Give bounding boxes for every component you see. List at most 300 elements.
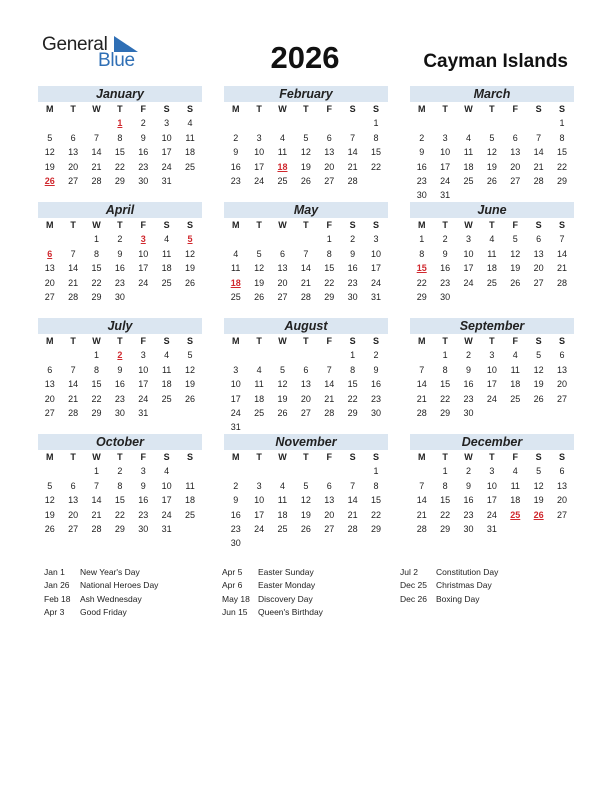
- day-cell: 16: [114, 263, 125, 274]
- day-cell: 3: [256, 132, 262, 143]
- day-cell: 13: [68, 495, 79, 506]
- day-cell: 12: [533, 480, 544, 491]
- day-cell: 11: [277, 495, 288, 506]
- empty-day-cell: [527, 188, 550, 202]
- weekday-label: W: [464, 336, 473, 346]
- day-cell: 27: [300, 407, 311, 418]
- weekday-label: M: [231, 104, 240, 114]
- day-cell: 31: [371, 291, 382, 302]
- day-cell: 17: [161, 495, 172, 506]
- day-cell: 10: [138, 248, 149, 259]
- day-cell: 25: [486, 277, 497, 288]
- week-row: [410, 131, 574, 145]
- day-cell: 5: [536, 466, 542, 477]
- weekday-label: F: [512, 336, 518, 346]
- day-cell: 27: [557, 509, 568, 520]
- day-cell: 15: [416, 263, 427, 274]
- weekday-label: S: [559, 220, 566, 230]
- day-cell: 24: [230, 407, 241, 418]
- week-row: [38, 493, 202, 507]
- day-cell: 15: [371, 147, 382, 158]
- day-cell: 23: [463, 509, 474, 520]
- day-cell: 9: [140, 132, 146, 143]
- weekday-header-row: [38, 334, 202, 348]
- day-cell: 7: [70, 248, 76, 259]
- weekday-label: T: [303, 452, 309, 462]
- day-cell: 11: [185, 132, 195, 143]
- day-cell: 31: [230, 422, 241, 433]
- weekday-label: W: [464, 104, 473, 114]
- day-cell: 9: [233, 147, 239, 158]
- day-cell: 24: [486, 509, 497, 520]
- day-cell: 10: [138, 364, 149, 375]
- day-cell: 6: [47, 364, 53, 375]
- week-row: [38, 377, 202, 391]
- month-header: December: [410, 434, 574, 450]
- weekday-header-row: [38, 102, 202, 116]
- day-cell: 28: [557, 277, 568, 288]
- holiday-name: Queen's Birthday: [258, 607, 323, 618]
- day-cell: 4: [512, 466, 518, 477]
- weekday-header-row: [410, 218, 574, 232]
- day-cell: 25: [161, 277, 172, 288]
- day-cell: 10: [230, 379, 241, 390]
- day-cell: 7: [303, 248, 309, 259]
- day-cell: 7: [559, 234, 565, 245]
- weekday-header-row: [410, 450, 574, 464]
- day-cell: 1: [326, 234, 332, 245]
- week-row: [410, 174, 574, 188]
- day-cell: 27: [44, 291, 55, 302]
- weekday-label: T: [117, 452, 123, 462]
- weekday-header-row: [38, 218, 202, 232]
- day-cell: 22: [347, 393, 358, 404]
- weekday-label: T: [489, 452, 495, 462]
- week-row: [224, 508, 388, 522]
- day-cell: 26: [533, 509, 544, 520]
- day-cell: 30: [114, 407, 125, 418]
- weekday-label: W: [92, 220, 101, 230]
- day-cell: 4: [233, 248, 239, 259]
- day-cell: 9: [373, 364, 379, 375]
- day-cell: 20: [68, 161, 79, 172]
- day-cell: 8: [117, 480, 123, 491]
- day-cell: 23: [138, 509, 149, 520]
- holiday-date: Feb 18: [44, 593, 71, 604]
- day-cell: 22: [416, 277, 427, 288]
- day-cell: 31: [161, 523, 172, 534]
- empty-day-cell: [224, 348, 247, 362]
- day-cell: 24: [440, 175, 451, 186]
- day-cell: 20: [44, 393, 55, 404]
- day-cell: 27: [557, 393, 568, 404]
- day-cell: 13: [557, 364, 568, 375]
- holiday-column: [400, 566, 498, 606]
- day-cell: 25: [185, 509, 196, 520]
- day-cell: 5: [187, 234, 193, 245]
- empty-day-cell: [550, 188, 573, 202]
- weekday-header-row: [224, 218, 388, 232]
- day-cell: 21: [91, 161, 102, 172]
- empty-day-cell: [294, 420, 317, 434]
- weekday-label: T: [256, 452, 262, 462]
- day-cell: 30: [347, 291, 358, 302]
- day-cell: 29: [347, 407, 358, 418]
- day-cell: 17: [230, 393, 241, 404]
- day-cell: 2: [442, 234, 448, 245]
- empty-day-cell: [504, 290, 527, 304]
- empty-day-cell: [550, 522, 573, 536]
- day-cell: 22: [114, 509, 125, 520]
- day-cell: 24: [371, 277, 382, 288]
- day-cell: 6: [47, 248, 53, 259]
- day-cell: 28: [68, 407, 79, 418]
- day-cell: 13: [44, 263, 55, 274]
- day-cell: 1: [442, 350, 448, 361]
- day-cell: 30: [138, 523, 149, 534]
- day-cell: 16: [138, 147, 149, 158]
- empty-day-cell: [61, 116, 84, 130]
- weekday-label: M: [417, 220, 426, 230]
- day-cell: 18: [463, 161, 474, 172]
- empty-day-cell: [38, 232, 61, 246]
- month-header: January: [38, 86, 202, 102]
- day-cell: 9: [117, 248, 123, 259]
- logo-text-blue: Blue: [98, 50, 135, 71]
- month-header: August: [224, 318, 388, 334]
- weekday-label: S: [187, 104, 194, 114]
- day-cell: 18: [277, 509, 288, 520]
- weekday-label: S: [349, 452, 356, 462]
- week-row: [38, 145, 202, 159]
- weekday-header-row: [410, 334, 574, 348]
- day-cell: 30: [114, 291, 125, 302]
- day-cell: 9: [140, 480, 146, 491]
- weekday-label: T: [70, 336, 76, 346]
- day-cell: 21: [416, 509, 427, 520]
- day-cell: 15: [440, 495, 451, 506]
- day-cell: 17: [138, 379, 149, 390]
- week-row: [410, 522, 574, 536]
- day-cell: 7: [70, 364, 76, 375]
- day-cell: 23: [440, 277, 451, 288]
- day-cell: 17: [254, 509, 265, 520]
- weekday-label: M: [231, 452, 240, 462]
- day-cell: 17: [440, 161, 451, 172]
- holiday-date: Jun 15: [222, 607, 248, 618]
- empty-day-cell: [85, 116, 108, 130]
- weekday-label: M: [417, 104, 426, 114]
- day-cell: 6: [70, 132, 76, 143]
- day-cell: 3: [442, 132, 448, 143]
- day-cell: 18: [230, 277, 241, 288]
- day-cell: 5: [303, 132, 309, 143]
- weekday-label: S: [559, 104, 566, 114]
- day-cell: 26: [277, 407, 288, 418]
- day-cell: 23: [230, 175, 241, 186]
- day-cell: 3: [140, 466, 146, 477]
- day-cell: 19: [486, 161, 497, 172]
- empty-day-cell: [155, 406, 178, 420]
- day-cell: 21: [300, 277, 311, 288]
- empty-day-cell: [294, 232, 317, 246]
- week-row: [38, 232, 202, 246]
- empty-day-cell: [364, 420, 387, 434]
- week-row: [224, 232, 388, 246]
- day-cell: 20: [324, 509, 335, 520]
- day-cell: 4: [512, 350, 518, 361]
- day-cell: 10: [161, 480, 172, 491]
- empty-day-cell: [364, 536, 387, 550]
- day-cell: 31: [161, 175, 172, 186]
- weekday-label: W: [92, 452, 101, 462]
- day-cell: 25: [185, 161, 196, 172]
- weekday-label: W: [278, 104, 287, 114]
- day-cell: 4: [187, 118, 193, 129]
- day-cell: 22: [440, 393, 451, 404]
- empty-day-cell: [410, 464, 433, 478]
- weekday-label: W: [278, 220, 287, 230]
- day-cell: 19: [185, 379, 196, 390]
- empty-day-cell: [341, 536, 364, 550]
- weekday-label: T: [70, 104, 76, 114]
- month-november: [224, 434, 388, 551]
- week-row: [38, 247, 202, 261]
- day-cell: 13: [324, 495, 335, 506]
- day-cell: 17: [138, 263, 149, 274]
- weekday-label: M: [231, 336, 240, 346]
- week-row: [38, 290, 202, 304]
- day-cell: 27: [277, 291, 288, 302]
- day-cell: 8: [442, 364, 448, 375]
- empty-day-cell: [61, 348, 84, 362]
- day-cell: 11: [510, 480, 520, 491]
- day-cell: 10: [440, 147, 451, 158]
- empty-day-cell: [247, 116, 270, 130]
- empty-day-cell: [38, 348, 61, 362]
- holiday-date: Jan 1: [44, 567, 65, 577]
- day-cell: 19: [44, 509, 55, 520]
- weekday-label: F: [140, 104, 146, 114]
- empty-day-cell: [341, 464, 364, 478]
- empty-day-cell: [271, 232, 294, 246]
- day-cell: 26: [533, 393, 544, 404]
- empty-day-cell: [224, 232, 247, 246]
- empty-day-cell: [224, 116, 247, 130]
- day-cell: 30: [230, 538, 241, 549]
- month-header: June: [410, 202, 574, 218]
- empty-day-cell: [61, 232, 84, 246]
- day-cell: 4: [256, 364, 262, 375]
- day-cell: 12: [44, 495, 55, 506]
- empty-day-cell: [61, 464, 84, 478]
- day-cell: 13: [68, 147, 79, 158]
- day-cell: 23: [114, 277, 125, 288]
- week-row: [410, 508, 574, 522]
- empty-day-cell: [178, 522, 201, 536]
- weekday-label: F: [512, 452, 518, 462]
- week-row: [38, 160, 202, 174]
- day-cell: 29: [114, 523, 125, 534]
- day-cell: 1: [117, 118, 123, 129]
- day-cell: 18: [161, 263, 172, 274]
- day-cell: 16: [230, 161, 241, 172]
- day-cell: 19: [300, 161, 311, 172]
- week-row: [224, 392, 388, 406]
- day-cell: 9: [117, 364, 123, 375]
- day-cell: 25: [161, 393, 172, 404]
- week-row: [410, 290, 574, 304]
- empty-day-cell: [504, 406, 527, 420]
- weekday-label: T: [489, 336, 495, 346]
- empty-day-cell: [247, 420, 270, 434]
- week-row: [410, 188, 574, 202]
- day-cell: 6: [559, 466, 565, 477]
- day-cell: 21: [533, 161, 544, 172]
- empty-day-cell: [318, 536, 341, 550]
- week-row: [224, 406, 388, 420]
- day-cell: 30: [440, 291, 451, 302]
- weekday-label: T: [489, 220, 495, 230]
- weekday-label: M: [45, 336, 54, 346]
- day-cell: 22: [324, 277, 335, 288]
- day-cell: 2: [373, 350, 379, 361]
- day-cell: 15: [114, 495, 125, 506]
- day-cell: 20: [277, 277, 288, 288]
- day-cell: 1: [93, 466, 99, 477]
- week-row: [224, 247, 388, 261]
- day-cell: 26: [300, 523, 311, 534]
- day-cell: 11: [185, 480, 195, 491]
- day-cell: 3: [373, 234, 379, 245]
- day-cell: 21: [68, 277, 79, 288]
- day-cell: 7: [93, 132, 99, 143]
- holiday-item: [400, 579, 498, 592]
- day-cell: 28: [347, 175, 358, 186]
- weekday-label: T: [442, 452, 448, 462]
- day-cell: 1: [442, 466, 448, 477]
- day-cell: 15: [114, 147, 125, 158]
- day-cell: 23: [347, 277, 358, 288]
- month-header: March: [410, 86, 574, 102]
- weekday-label: S: [373, 220, 380, 230]
- empty-day-cell: [224, 464, 247, 478]
- weekday-label: T: [117, 104, 123, 114]
- day-cell: 29: [371, 523, 382, 534]
- day-cell: 10: [254, 147, 265, 158]
- day-cell: 7: [536, 132, 542, 143]
- weekday-label: T: [256, 220, 262, 230]
- month-header: July: [38, 318, 202, 334]
- week-row: [224, 377, 388, 391]
- empty-day-cell: [318, 420, 341, 434]
- day-cell: 2: [117, 466, 123, 477]
- day-cell: 5: [256, 248, 262, 259]
- empty-day-cell: [132, 290, 155, 304]
- weekday-label: W: [278, 336, 287, 346]
- logo: [42, 34, 142, 70]
- empty-day-cell: [271, 464, 294, 478]
- empty-day-cell: [178, 290, 201, 304]
- day-cell: 20: [510, 161, 521, 172]
- day-cell: 8: [93, 248, 99, 259]
- holiday-date: Jul 2: [400, 567, 418, 577]
- day-cell: 4: [279, 480, 285, 491]
- holiday-date: Jan 26: [44, 580, 70, 591]
- day-cell: 14: [347, 495, 358, 506]
- holiday-column: [44, 566, 158, 620]
- day-cell: 3: [233, 364, 239, 375]
- country-name: Cayman Islands: [423, 51, 568, 72]
- day-cell: 21: [416, 393, 427, 404]
- day-cell: 17: [371, 263, 382, 274]
- empty-day-cell: [410, 348, 433, 362]
- day-cell: 27: [68, 175, 79, 186]
- day-cell: 14: [91, 147, 102, 158]
- day-cell: 20: [557, 495, 568, 506]
- week-row: [38, 348, 202, 362]
- empty-day-cell: [271, 348, 294, 362]
- day-cell: 25: [254, 407, 265, 418]
- month-july: [38, 318, 202, 420]
- empty-day-cell: [457, 290, 480, 304]
- day-cell: 22: [91, 393, 102, 404]
- day-cell: 12: [300, 495, 311, 506]
- day-cell: 24: [254, 523, 265, 534]
- holiday-item: [222, 606, 323, 619]
- day-cell: 23: [463, 393, 474, 404]
- weekday-label: M: [45, 104, 54, 114]
- empty-day-cell: [457, 188, 480, 202]
- month-june: [410, 202, 574, 304]
- weekday-header-row: [224, 102, 388, 116]
- day-cell: 10: [486, 364, 497, 375]
- day-cell: 31: [138, 407, 149, 418]
- day-cell: 14: [68, 379, 79, 390]
- day-cell: 19: [254, 277, 265, 288]
- day-cell: 18: [510, 495, 521, 506]
- day-cell: 3: [164, 118, 170, 129]
- day-cell: 3: [256, 480, 262, 491]
- empty-day-cell: [318, 116, 341, 130]
- weekday-header-row: [38, 450, 202, 464]
- weekday-label: F: [326, 220, 332, 230]
- week-row: [224, 174, 388, 188]
- day-cell: 29: [440, 523, 451, 534]
- day-cell: 21: [324, 393, 335, 404]
- week-row: [224, 493, 388, 507]
- day-cell: 4: [164, 234, 170, 245]
- day-cell: 17: [161, 147, 172, 158]
- day-cell: 16: [371, 379, 382, 390]
- day-cell: 26: [510, 277, 521, 288]
- week-row: [224, 522, 388, 536]
- day-cell: 20: [533, 263, 544, 274]
- day-cell: 22: [557, 161, 568, 172]
- holiday-item: [44, 579, 158, 592]
- empty-day-cell: [178, 174, 201, 188]
- day-cell: 28: [347, 523, 358, 534]
- day-cell: 6: [279, 248, 285, 259]
- day-cell: 4: [489, 234, 495, 245]
- day-cell: 16: [347, 263, 358, 274]
- day-cell: 15: [557, 147, 568, 158]
- day-cell: 31: [486, 523, 497, 534]
- month-august: [224, 318, 388, 435]
- day-cell: 10: [161, 132, 172, 143]
- day-cell: 10: [371, 248, 382, 259]
- weekday-label: M: [45, 220, 54, 230]
